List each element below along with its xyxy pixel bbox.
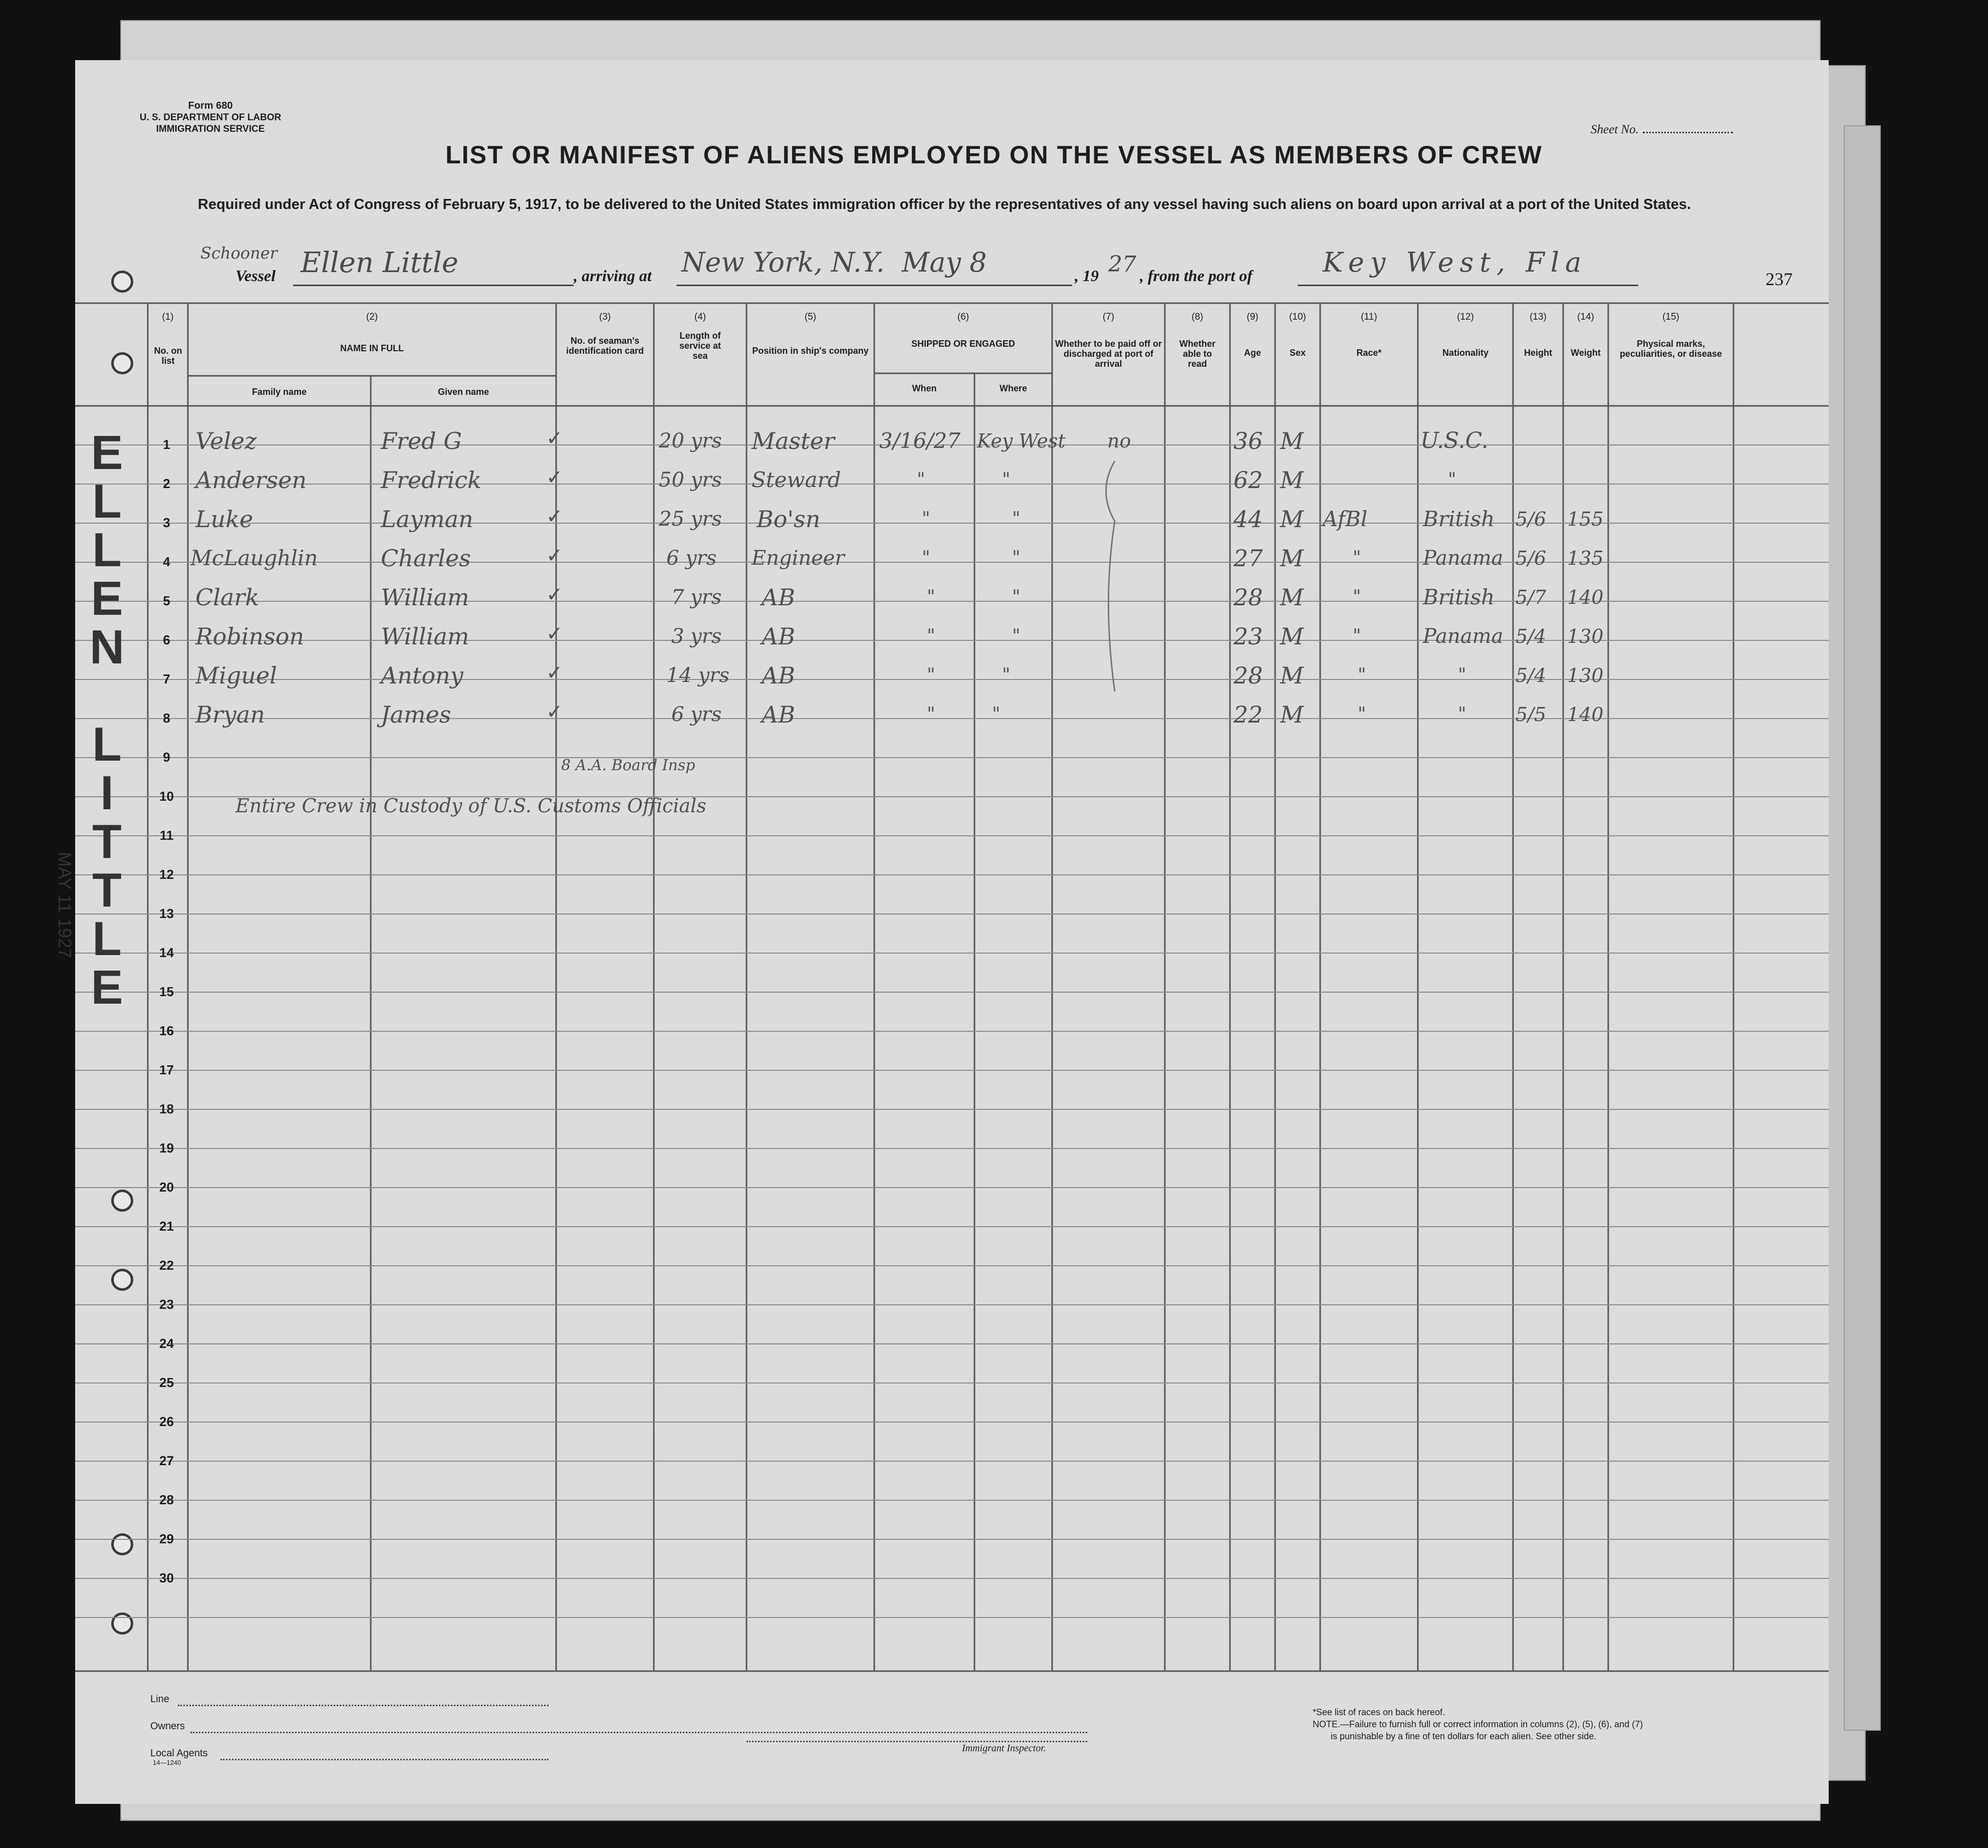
family-name: Luke bbox=[195, 506, 254, 533]
nationality: Panama bbox=[1423, 547, 1504, 570]
height: 5/7 bbox=[1516, 586, 1547, 608]
position: Engineer bbox=[752, 547, 845, 570]
nationality: " bbox=[1458, 665, 1466, 685]
service-length: 7 yrs bbox=[671, 586, 722, 609]
shipped-where: " bbox=[1012, 548, 1021, 568]
header-shipped: SHIPPED OR ENGAGED bbox=[911, 339, 1016, 349]
col-num-4: (4) bbox=[694, 312, 706, 322]
col-num-12: (12) bbox=[1457, 312, 1474, 322]
row-number: 20 bbox=[159, 1180, 174, 1195]
header-family-name: Family name bbox=[252, 387, 307, 397]
age: 27 bbox=[1233, 545, 1263, 572]
position: AB bbox=[762, 584, 796, 611]
sex: M bbox=[1280, 623, 1304, 650]
form-number: Form 680 bbox=[188, 100, 233, 111]
sheet-number-label: Sheet No. bbox=[1591, 123, 1639, 136]
row-number: 14 bbox=[159, 945, 174, 960]
penalty-note: NOTE.—Failure to furnish full or correct information in columns (2), (5), (6), and (7) bbox=[1313, 1719, 1643, 1729]
row-number: 15 bbox=[159, 984, 174, 999]
family-name: McLaughlin bbox=[190, 546, 318, 570]
check-mark: ✓ bbox=[546, 544, 563, 567]
page-number: 237 bbox=[1766, 269, 1793, 289]
service-length: 25 yrs bbox=[659, 508, 722, 531]
document-subtitle: Required under Act of Congress of February 5, 1917, to be delivered to the United States immigration officer by the representatives of any vessel having such aliens on board upon arrival at a port of the United States. bbox=[197, 196, 1691, 212]
given-name: Charles bbox=[381, 545, 471, 572]
family-name: Andersen bbox=[195, 467, 307, 494]
shipped-where: " bbox=[1002, 665, 1011, 685]
header-weight: Weight bbox=[1571, 348, 1601, 358]
sex: M bbox=[1280, 584, 1304, 611]
shipped-where: " bbox=[1012, 626, 1021, 646]
form-code: 14—1240 bbox=[153, 1759, 181, 1766]
sex: M bbox=[1280, 545, 1304, 572]
vertical-vessel-name-text: ELLEN LITTLE bbox=[80, 426, 134, 1009]
row-number: 21 bbox=[159, 1219, 174, 1234]
row-number: 3 bbox=[163, 515, 170, 530]
given-name: Fred G bbox=[381, 427, 462, 454]
weight: 130 bbox=[1567, 664, 1604, 686]
department-name: U. S. DEPARTMENT OF LABOR bbox=[139, 112, 282, 123]
position: AB bbox=[762, 662, 796, 689]
position: Steward bbox=[752, 468, 841, 492]
col-num-14: (14) bbox=[1577, 312, 1594, 322]
given-name: Layman bbox=[381, 506, 473, 533]
nationality: U.S.C. bbox=[1420, 428, 1488, 453]
race: " bbox=[1353, 548, 1361, 568]
service-name: IMMIGRATION SERVICE bbox=[156, 124, 265, 134]
header-length-service: Length of service at sea bbox=[679, 331, 721, 361]
header-race: Race* bbox=[1356, 348, 1382, 358]
header-height: Height bbox=[1524, 348, 1552, 358]
penalty-note-cont: is punishable by a fine of ten dollars for each alien. See other side. bbox=[1331, 1731, 1597, 1741]
service-length: 50 yrs bbox=[659, 469, 722, 492]
sex: M bbox=[1280, 467, 1304, 494]
vessel-label: Vessel bbox=[235, 267, 276, 285]
nationality: British bbox=[1423, 585, 1495, 609]
arriving-label: , arriving at bbox=[574, 267, 652, 285]
from-port-label: , from the port of bbox=[1140, 267, 1253, 285]
sex: M bbox=[1280, 427, 1304, 454]
vessel-name: Ellen Little bbox=[301, 247, 458, 279]
row-number: 4 bbox=[163, 554, 170, 569]
row-number: 23 bbox=[159, 1297, 174, 1312]
position: AB bbox=[762, 623, 796, 650]
inspector-note: 8 A.A. Board Insp bbox=[561, 757, 695, 774]
check-mark: ✓ bbox=[546, 661, 563, 684]
owners-label: Owners bbox=[150, 1721, 185, 1732]
col-num-13: (13) bbox=[1530, 312, 1547, 322]
given-name: William bbox=[381, 623, 469, 650]
service-length: 20 yrs bbox=[659, 429, 722, 452]
shipped-where: " bbox=[1012, 587, 1021, 607]
header-physical: Physical marks, peculiarities, or disease bbox=[1619, 339, 1722, 359]
service-length: 6 yrs bbox=[671, 703, 722, 726]
col-num-8: (8) bbox=[1191, 312, 1203, 322]
given-name: William bbox=[381, 584, 469, 611]
row-number: 10 bbox=[159, 789, 174, 804]
position: Bo'sn bbox=[757, 506, 821, 533]
service-length: 14 yrs bbox=[666, 664, 729, 687]
col-num-10: (10) bbox=[1289, 312, 1306, 322]
header-given-name: Given name bbox=[437, 387, 489, 397]
header-when: When bbox=[912, 383, 937, 393]
row-number: 11 bbox=[159, 828, 174, 843]
header-paid-off: Whether to be paid off or discharged at port of arrival bbox=[1055, 339, 1162, 369]
weight: 140 bbox=[1567, 586, 1604, 608]
footer-notes bbox=[1313, 1706, 1643, 1742]
col-num-7: (7) bbox=[1102, 312, 1115, 322]
nationality: " bbox=[1448, 470, 1456, 490]
header-name-in-full: NAME IN FULL bbox=[340, 343, 404, 353]
row-number: 13 bbox=[159, 906, 174, 921]
age: 62 bbox=[1233, 467, 1263, 494]
race: " bbox=[1353, 626, 1361, 646]
family-name: Bryan bbox=[195, 701, 265, 728]
service-length: 3 yrs bbox=[671, 625, 722, 648]
shipped-when: 3/16/27 bbox=[879, 428, 960, 453]
shipped-where: " bbox=[1002, 470, 1011, 490]
row-number: 6 bbox=[163, 632, 170, 647]
check-mark: ✓ bbox=[546, 701, 563, 724]
arriving-date: May 8 bbox=[902, 247, 987, 278]
check-mark: ✓ bbox=[546, 427, 563, 450]
family-name: Velez bbox=[195, 427, 257, 454]
nationality: " bbox=[1458, 704, 1466, 725]
row-number: 30 bbox=[159, 1570, 174, 1585]
shipped-when: " bbox=[927, 704, 935, 725]
given-name: Fredrick bbox=[381, 467, 481, 494]
sex: M bbox=[1280, 662, 1304, 689]
shipped-when: " bbox=[927, 587, 935, 607]
col-num-3: (3) bbox=[599, 312, 611, 322]
year-suffix: 27 bbox=[1108, 252, 1136, 277]
age: 23 bbox=[1233, 623, 1263, 650]
race: " bbox=[1358, 665, 1366, 685]
vessel-type: Schooner bbox=[200, 244, 278, 263]
row-number: 12 bbox=[159, 867, 174, 882]
date-stamp: MAY 11 1927 bbox=[55, 852, 75, 959]
shipped-where: " bbox=[992, 704, 1001, 725]
row-number: 29 bbox=[159, 1531, 174, 1546]
col-num-5: (5) bbox=[804, 312, 817, 322]
height: 5/5 bbox=[1516, 704, 1547, 726]
col-num-11: (11) bbox=[1361, 312, 1377, 322]
col-num-2: (2) bbox=[366, 312, 378, 322]
shipped-when: " bbox=[927, 626, 935, 646]
weight: 140 bbox=[1567, 704, 1604, 726]
shipped-when: " bbox=[922, 509, 930, 529]
family-name: Miguel bbox=[195, 662, 277, 689]
given-name: James bbox=[381, 701, 451, 728]
from-port: Key West, Fla bbox=[1323, 247, 1588, 278]
nationality: Panama bbox=[1423, 625, 1504, 648]
local-agents-label: Local Agents bbox=[150, 1748, 208, 1759]
row-number: 18 bbox=[159, 1101, 174, 1116]
family-name: Robinson bbox=[195, 623, 305, 650]
sex: M bbox=[1280, 701, 1304, 728]
row-number: 17 bbox=[159, 1062, 174, 1077]
weight: 130 bbox=[1567, 625, 1604, 647]
age: 36 bbox=[1233, 427, 1263, 454]
check-mark: ✓ bbox=[546, 505, 563, 528]
row-number: 5 bbox=[163, 593, 170, 608]
row-number: 7 bbox=[163, 671, 170, 686]
weight: 135 bbox=[1567, 547, 1604, 569]
inspector-label: Immigrant Inspector. bbox=[962, 1743, 1046, 1754]
row-number: 24 bbox=[159, 1336, 174, 1351]
check-mark: ✓ bbox=[546, 583, 563, 606]
vertical-vessel-name bbox=[80, 426, 134, 1017]
row-number: 2 bbox=[163, 476, 170, 491]
height: 5/6 bbox=[1516, 547, 1547, 569]
document-title: LIST OR MANIFEST OF ALIENS EMPLOYED ON THE VESSEL AS MEMBERS OF CREW bbox=[445, 141, 1543, 169]
row-number: 1 bbox=[163, 437, 170, 452]
shipped-where: " bbox=[1012, 509, 1021, 529]
age: 28 bbox=[1233, 662, 1263, 689]
paid-off: no bbox=[1107, 430, 1131, 452]
check-mark: ✓ bbox=[546, 622, 563, 645]
row-number: 16 bbox=[159, 1023, 174, 1038]
shipped-when: " bbox=[922, 548, 930, 568]
year-prefix: , 19 bbox=[1075, 267, 1099, 285]
row-number: 22 bbox=[159, 1258, 174, 1273]
arriving-port: New York, N.Y. bbox=[681, 247, 885, 278]
header-where: Where bbox=[999, 383, 1027, 393]
line-label: Line bbox=[150, 1694, 169, 1705]
age: 44 bbox=[1233, 506, 1263, 533]
races-note: *See list of races on back hereof. bbox=[1313, 1707, 1445, 1717]
height: 5/6 bbox=[1516, 508, 1547, 530]
row-number: 26 bbox=[159, 1414, 174, 1429]
custody-note: Entire Crew in Custody of U.S. Customs Officials bbox=[235, 795, 706, 817]
shipped-where: Key West bbox=[977, 430, 1066, 452]
hand-bracket bbox=[1106, 461, 1115, 691]
col-num-15: (15) bbox=[1662, 312, 1679, 322]
col-num-6: (6) bbox=[957, 312, 969, 322]
row-lines bbox=[75, 445, 1829, 1618]
race: " bbox=[1358, 704, 1366, 725]
family-name: Clark bbox=[195, 584, 260, 611]
height: 5/4 bbox=[1516, 664, 1547, 686]
header-position: Position in ship's company bbox=[752, 346, 869, 356]
row-number: 19 bbox=[159, 1140, 174, 1156]
sex: M bbox=[1280, 506, 1304, 533]
nationality: British bbox=[1423, 507, 1495, 531]
header-nationality: Nationality bbox=[1442, 348, 1488, 358]
shipped-when: " bbox=[917, 470, 925, 490]
race: AfBl bbox=[1323, 507, 1368, 531]
given-name: Antony bbox=[381, 662, 463, 689]
col-num-9: (9) bbox=[1247, 312, 1259, 322]
age: 28 bbox=[1233, 584, 1263, 611]
position: Master bbox=[752, 427, 835, 454]
header-id-card: No. of seaman's identification card bbox=[566, 336, 644, 356]
row-number: 9 bbox=[163, 750, 170, 765]
age: 22 bbox=[1233, 701, 1263, 728]
check-mark: ✓ bbox=[546, 466, 563, 489]
header-no-on-list: No. on list bbox=[154, 346, 182, 366]
height: 5/4 bbox=[1516, 625, 1547, 647]
row-number: 25 bbox=[159, 1375, 174, 1390]
weight: 155 bbox=[1567, 508, 1604, 530]
header-age: Age bbox=[1244, 348, 1261, 358]
row-number: 8 bbox=[163, 711, 170, 726]
header-sex: Sex bbox=[1289, 348, 1306, 358]
row-number: 28 bbox=[159, 1492, 174, 1507]
service-length: 6 yrs bbox=[666, 547, 717, 570]
position: AB bbox=[762, 701, 796, 728]
col-num-1: (1) bbox=[162, 312, 174, 322]
race: " bbox=[1353, 587, 1361, 607]
shipped-when: " bbox=[927, 665, 935, 685]
header-able-read: Whether able to read bbox=[1179, 339, 1215, 369]
row-number: 27 bbox=[159, 1453, 174, 1468]
